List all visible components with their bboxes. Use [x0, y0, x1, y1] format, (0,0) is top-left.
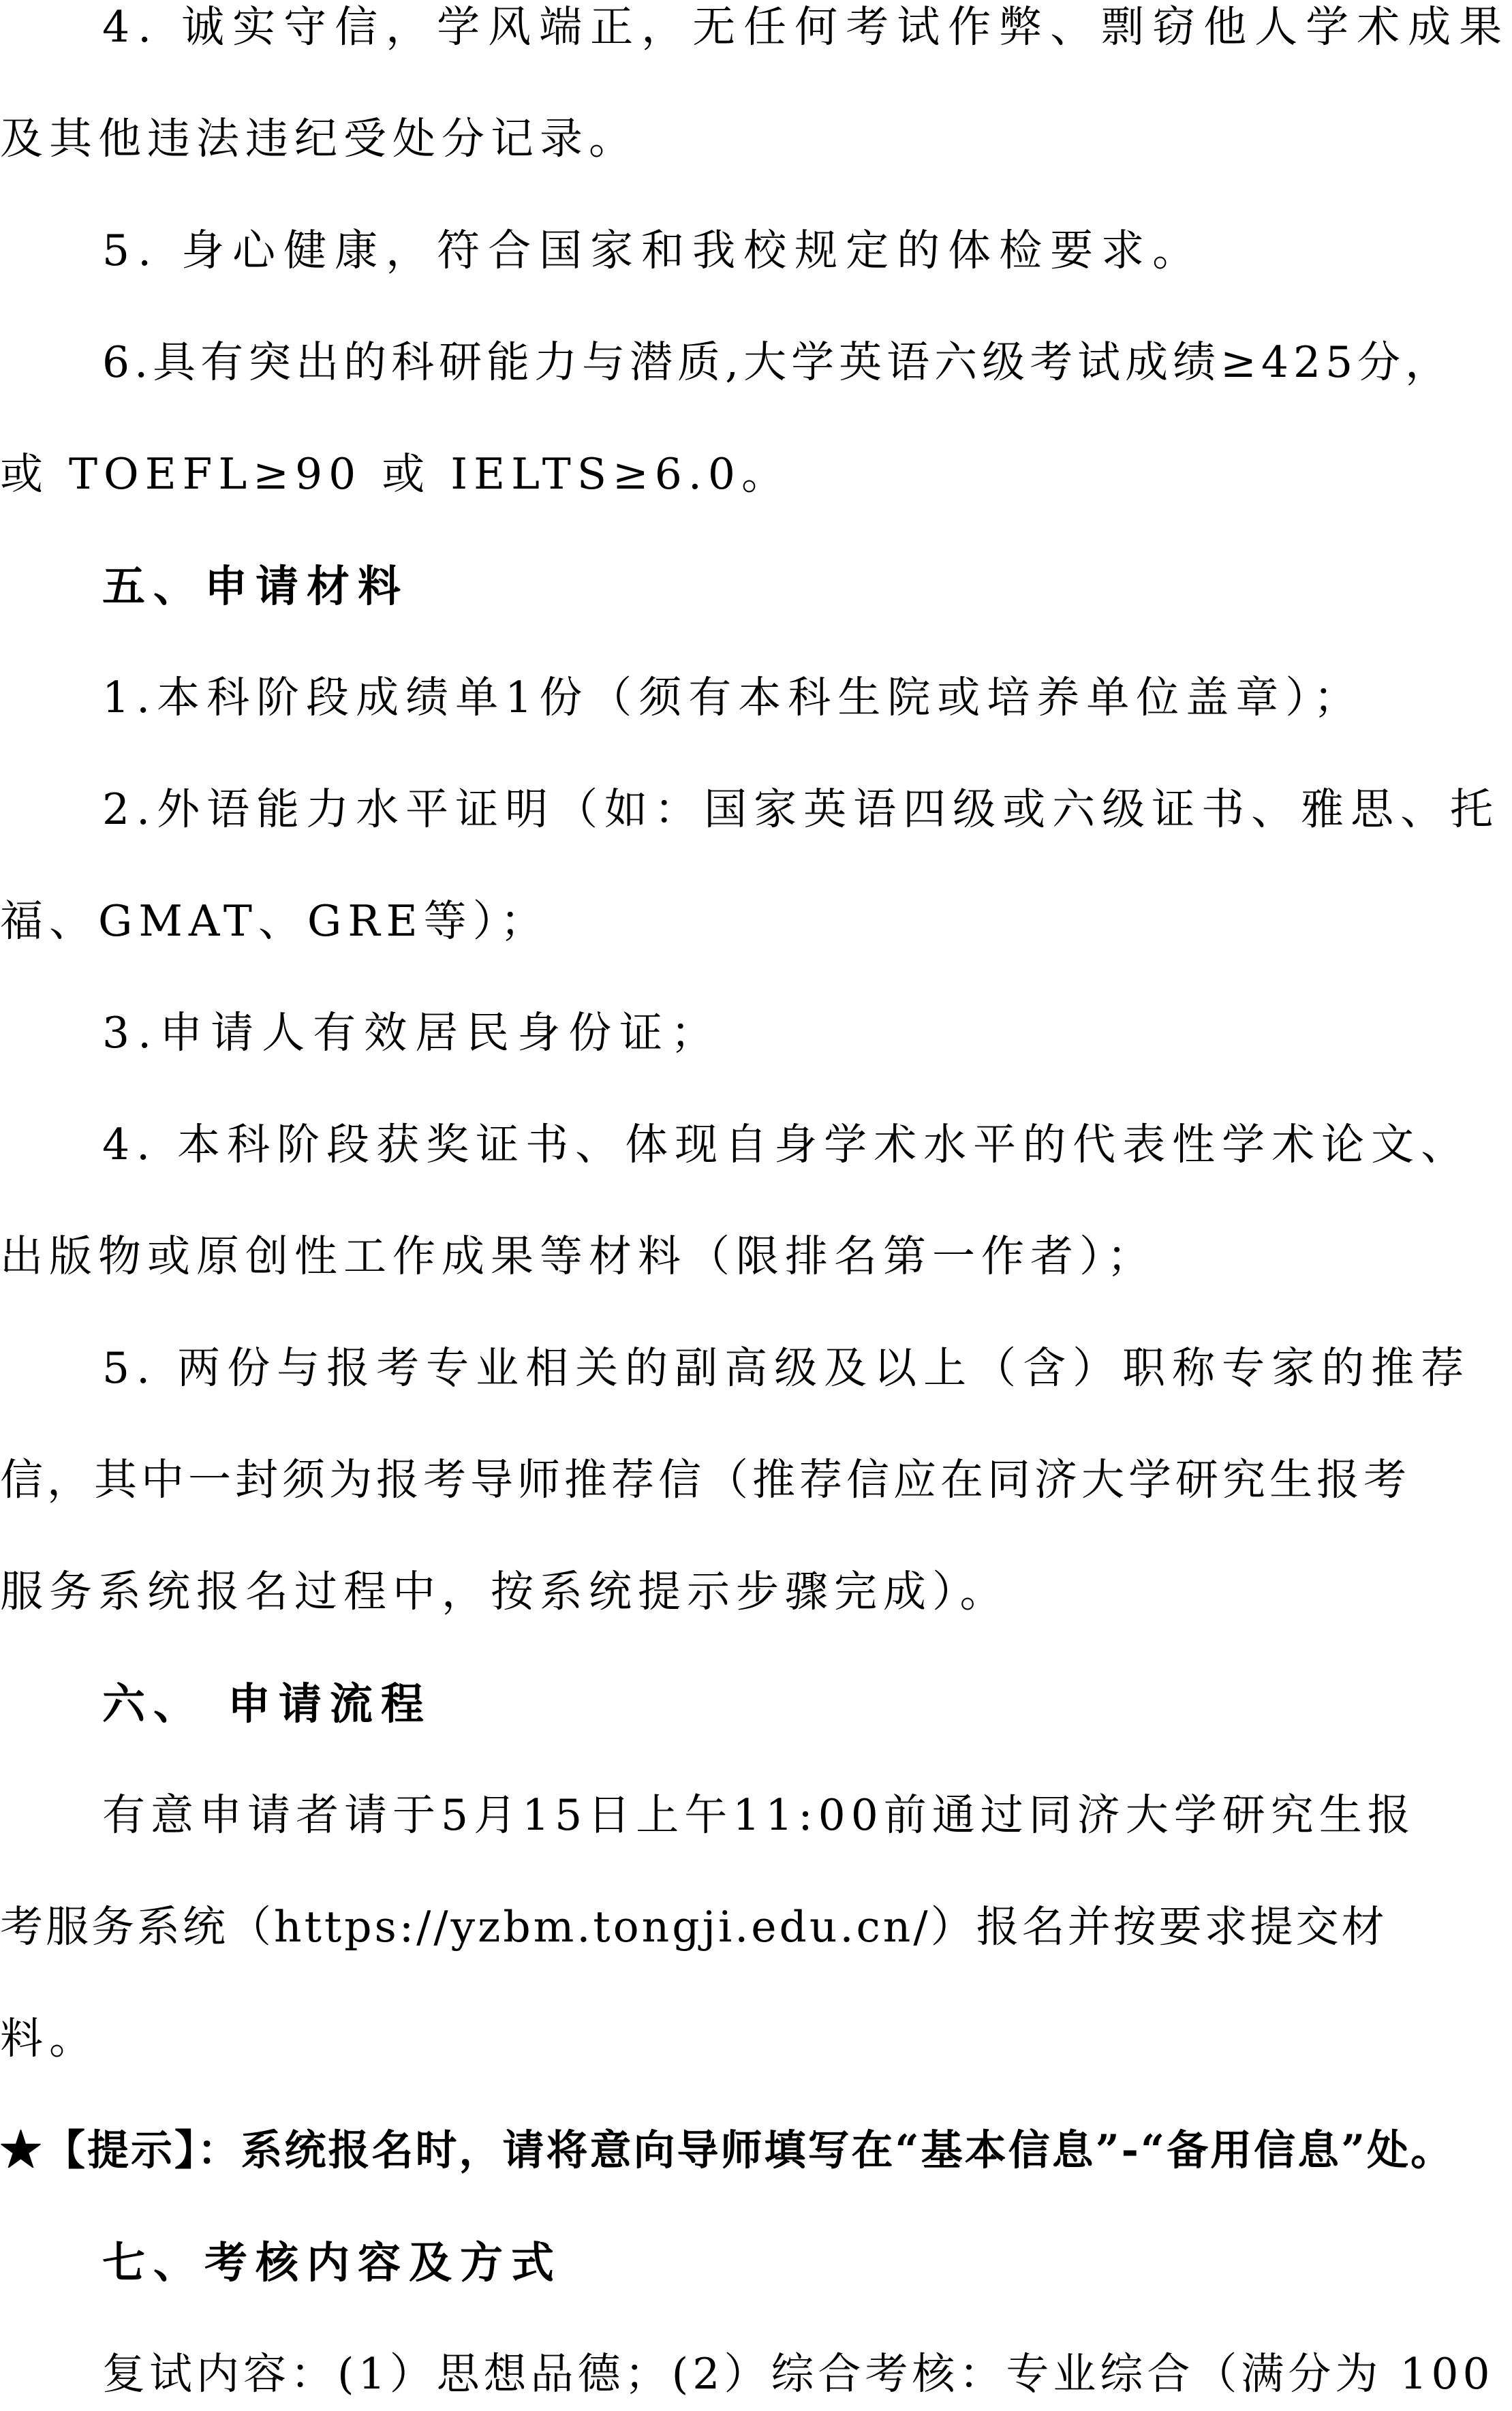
material-5-line-1: 5. 两份与报考专业相关的副高级及以上（含）职称专家的推荐 — [102, 1343, 1471, 1393]
assessment-content-line-1: 复试内容：(1）思想品德；(2）综合考核：专业综合（满分为 100 — [102, 2349, 1494, 2399]
process-line-2: 考服务系统（https://yzbm.tongji.edu.cn/）报名并按要求提交材 — [0, 1902, 1387, 1952]
material-2-line-2: 福、GMAT、GRE等）； — [0, 896, 550, 946]
requirement-5: 5. 身心健康，符合国家和我校规定的体检要求。 — [102, 226, 1204, 275]
material-5-line-3: 服务系统报名过程中，按系统提示步骤完成）。 — [0, 1567, 1009, 1616]
material-1: 1.本科阶段成绩单1份（须有本科生院或培养单位盖章）； — [102, 673, 1363, 722]
requirement-4-line-2: 及其他违法违纪受处分记录。 — [0, 114, 638, 164]
material-4-line-2: 出版物或原创性工作成果等材料（限排名第一作者）； — [0, 1231, 1156, 1281]
requirement-6-line-2: 或 TOEFL≥90 或 IELTS≥6.0。 — [0, 449, 790, 499]
registration-tip: ★【提示】：系统报名时，请将意向导师填写在“基本信息”-“备用信息”处。 — [0, 2126, 1455, 2175]
material-5-line-2: 信，其中一封须为报考导师推荐信（推荐信应在同济大学研究生报考 — [0, 1455, 1410, 1505]
requirement-4-line-1: 4. 诚实守信，学风端正，无任何考试作弊、剽窃他人学术成果 — [102, 2, 1511, 52]
section-seven-heading: 七、考核内容及方式 — [102, 2237, 562, 2288]
process-line-3: 料。 — [0, 2014, 98, 2063]
material-4-line-1: 4. 本科阶段获奖证书、体现自身学术水平的代表性学术论文、 — [102, 1120, 1471, 1169]
section-six-heading: 六、 申请流程 — [102, 1678, 432, 1729]
process-line-1: 有意申请者请于5月15日上午11:00前通过同济大学研究生报 — [102, 1790, 1416, 1840]
section-five-heading: 五、申请材料 — [102, 561, 409, 611]
requirement-6-line-1: 6.具有突出的科研能力与潜质,大学英语六级考试成绩≥425分， — [102, 337, 1453, 387]
material-2-line-1: 2.外语能力水平证明（如：国家英语四级或六级证书、雅思、托 — [102, 784, 1500, 834]
material-3: 3.申请人有效居民身份证； — [102, 1008, 722, 1058]
